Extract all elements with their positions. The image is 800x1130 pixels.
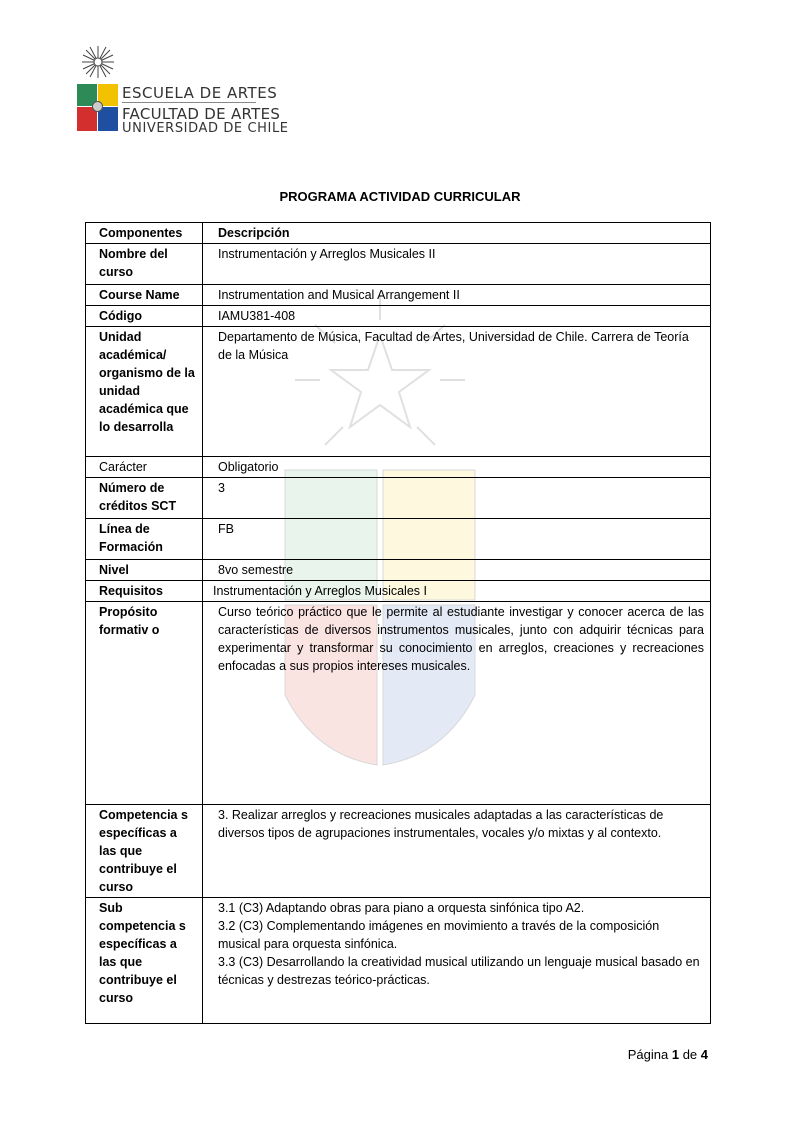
- page-number: [628, 1047, 708, 1062]
- row-key: Línea de Formación: [86, 519, 203, 560]
- row-key: Código: [86, 306, 203, 327]
- logo-divider: [122, 102, 256, 103]
- logo-line-school: ESCUELA DE ARTES: [122, 84, 278, 102]
- table-row: [86, 478, 711, 519]
- current-page: 1: [671, 1047, 680, 1062]
- table-row: [86, 457, 711, 478]
- row-key: Unidad académica/ organismo de la unidad académica que lo desarrolla: [86, 327, 203, 457]
- row-value: 8vo semestre: [203, 560, 711, 581]
- row-value: Departamento de Música, Facultad de Artes, Universidad de Chile. Carrera de Teoría de la Música: [203, 327, 711, 457]
- table-row: [86, 285, 711, 306]
- table-row: [86, 898, 711, 1024]
- table-row: [86, 602, 711, 805]
- row-key: Requisitos: [86, 581, 203, 602]
- table-row: [86, 805, 711, 898]
- subcompetency-item: 3.3 (C3) Desarrollando la creatividad musical utilizando un lenguaje musical basado en técnicas y destrezas teórico-prácticas.: [218, 955, 700, 987]
- row-value: Instrumentación y Arreglos Musicales II: [203, 244, 711, 285]
- row-value: 3: [203, 478, 711, 519]
- page-label: Página: [627, 1047, 672, 1062]
- table-row: [86, 519, 711, 560]
- row-value: FB: [203, 519, 711, 560]
- row-value: [203, 898, 711, 1024]
- row-key: Propósito formativ o: [86, 602, 203, 805]
- row-key: Nombre del curso: [86, 244, 203, 285]
- row-key: Número de créditos SCT: [86, 478, 203, 519]
- table-header-row: [86, 223, 711, 244]
- row-key: Competencia s específicas a las que contribuye el curso: [86, 805, 203, 898]
- header-descripcion: Descripción: [203, 223, 711, 244]
- table-row: [86, 306, 711, 327]
- row-value: IAMU381-408: [203, 306, 711, 327]
- header-componentes: Componentes: [86, 223, 203, 244]
- row-value: Instrumentation and Musical Arrangement II: [203, 285, 711, 306]
- row-value: Instrumentación y Arreglos Musicales I: [203, 581, 711, 602]
- logo-line-university: UNIVERSIDAD DE CHILE: [122, 121, 289, 136]
- course-info-table: [85, 222, 711, 1024]
- row-key: Sub competencia s específicas a las que contribuye el curso: [86, 898, 203, 1024]
- row-value: Obligatorio: [203, 457, 711, 478]
- row-value: Curso teórico práctico que le permite al estudiante investigar y conocer acerca de las características de diversos instrumentos musicales, junto con adquirir técnicas para experimentar y transformar su conocimiento en arreglos, creaciones y recreaciones enfocadas a sus propios intereses musicales.: [203, 602, 711, 805]
- page-of: de: [679, 1047, 701, 1062]
- row-value: 3. Realizar arreglos y recreaciones musicales adaptadas a las características de diversos tipos de agrupaciones instrumentales, vocales y/o mixtas y al contexto.: [203, 805, 711, 898]
- table-row: [86, 560, 711, 581]
- subcompetency-item: 3.2 (C3) Complementando imágenes en movimiento a través de la composición musical para orquesta sinfónica.: [218, 919, 660, 951]
- row-key: Nivel: [86, 560, 203, 581]
- table-row: [86, 327, 711, 457]
- table-row: [86, 581, 711, 602]
- row-key: Carácter: [86, 457, 203, 478]
- table-row: [86, 244, 711, 285]
- subcompetency-item: 3.1 (C3) Adaptando obras para piano a orquesta sinfónica tipo A2.: [218, 901, 585, 915]
- logo-line-faculty: FACULTAD DE ARTES: [122, 105, 281, 123]
- row-key: Course Name: [86, 285, 203, 306]
- page-title: PROGRAMA ACTIVIDAD CURRICULAR: [279, 189, 521, 204]
- total-pages: 4: [700, 1047, 708, 1062]
